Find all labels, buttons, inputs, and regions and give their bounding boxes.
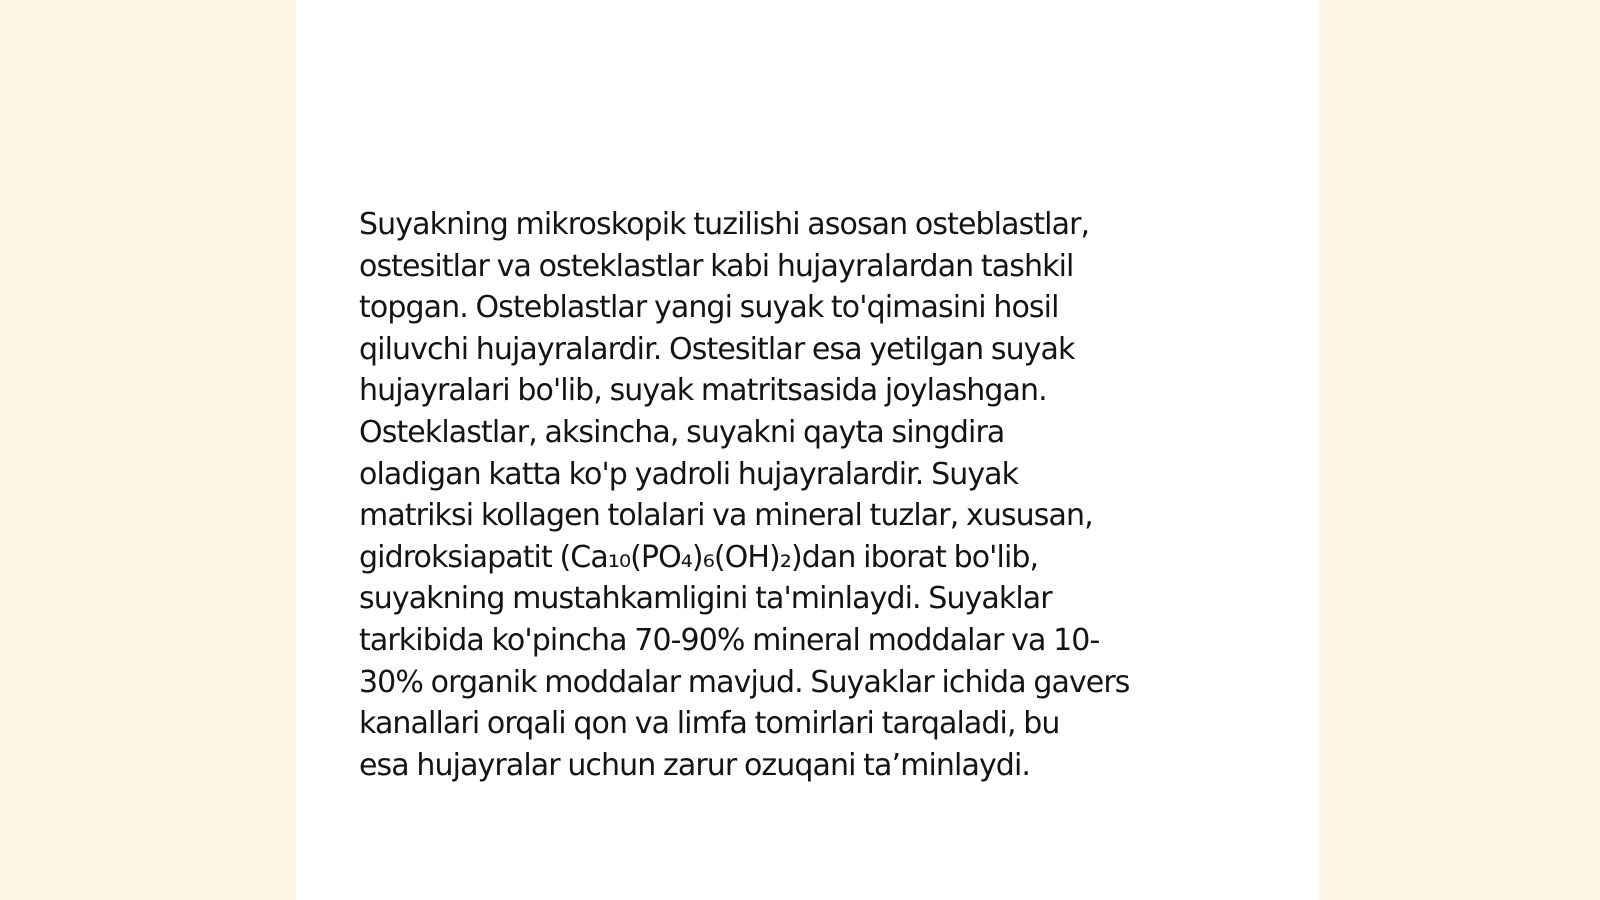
- text-line: tarkibida ko'pincha 70-90% mineral moddalar va 10-: [359, 622, 1100, 658]
- text-line: oladigan katta ko'p yadroli hujayralardir. Suyak: [359, 456, 1019, 492]
- body-paragraph: [359, 204, 1259, 786]
- text-line: topgan. Osteblastlar yangi suyak to'qimasini hosil: [359, 290, 1059, 326]
- text-line: 30% organik moddalar mavjud. Suyaklar ichida gavers: [359, 664, 1130, 700]
- text-line: hujayralari bo'lib, suyak matritsasida joylashgan.: [359, 373, 1047, 409]
- document-page: [296, 0, 1319, 900]
- text-line: Osteklastlar, aksincha, suyakni qayta singdira: [359, 414, 1005, 450]
- text-line: esa hujayralar uchun zarur ozuqani ta’minlaydi.: [359, 747, 1031, 783]
- text-line: gidroksiapatit (Ca₁₀(PO₄)₆(OH)₂)dan iborat bo'lib,: [359, 539, 1039, 575]
- left-margin: [0, 0, 296, 900]
- right-margin: [1319, 0, 1600, 900]
- text-line: ostesitlar va osteklastlar kabi hujayralardan tashkil: [359, 248, 1074, 284]
- text-line: qiluvchi hujayralardir. Ostesitlar esa yetilgan suyak: [359, 331, 1075, 367]
- text-line: kanallari orqali qon va limfa tomirlari tarqaladi, bu: [359, 706, 1060, 742]
- text-line: Suyakning mikroskopik tuzilishi asosan osteblastlar,: [359, 207, 1090, 242]
- text-line: matriksi kollagen tolalari va mineral tuzlar, xususan,: [359, 498, 1093, 534]
- text-line: suyakning mustahkamligini ta'minlaydi. Suyaklar: [359, 581, 1052, 617]
